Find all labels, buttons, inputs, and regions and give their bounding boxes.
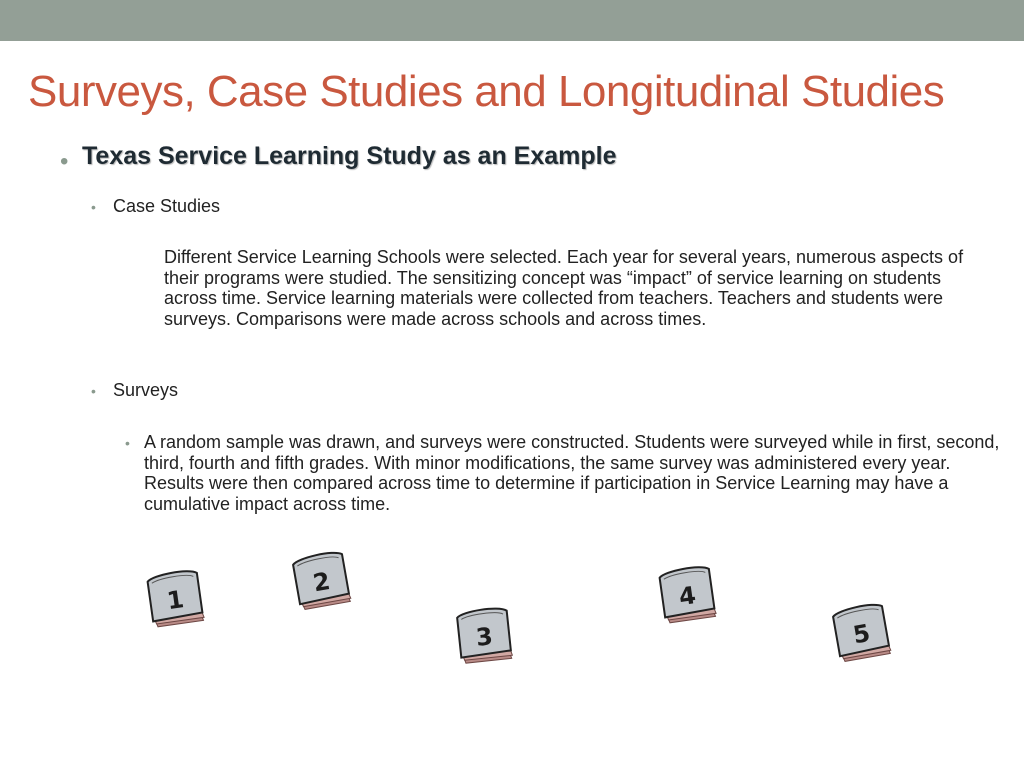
surveys-label: Surveys — [113, 380, 179, 400]
calendar-page-icon-2 — [292, 548, 352, 610]
case-studies-paragraph: Different Service Learning Schools were selected. Each year for several years, numerous aspects of their programs were studied. The sensitizing concept was “impact” of service learning on students across time. Service learning materials were collected from teachers. Teachers and students were surveys. Comparisons were made across schools and across times. — [164, 247, 964, 329]
calendar-number-3: 3 — [474, 622, 495, 652]
calendar-number-5: 5 — [850, 618, 873, 650]
calendar-number-2: 2 — [310, 566, 333, 598]
calendar-page-icon-3 — [455, 603, 515, 665]
calendar-page-icon-5 — [832, 600, 892, 662]
calendar-page-icon-1 — [146, 566, 206, 628]
top-decorative-band — [0, 0, 1024, 41]
bullet-dot: • — [125, 435, 130, 451]
bullet-dot: • — [91, 383, 96, 399]
case-studies-label: Case Studies — [113, 196, 221, 216]
bullet-dot: • — [91, 199, 96, 215]
bullet-dot: • — [60, 148, 69, 175]
calendar-number-1: 1 — [165, 585, 186, 616]
calendar-page-icon-4 — [658, 562, 718, 624]
slide-heading: Texas Service Learning Study as an Example — [82, 142, 617, 170]
calendar-number-4: 4 — [677, 581, 698, 612]
slide-title: Surveys, Case Studies and Longitudinal Studies — [28, 67, 945, 116]
surveys-paragraph: A random sample was drawn, and surveys were constructed. Students were surveyed while in first, second, third, fourth and fifth grades. With minor modifications, the same survey was administered every year. Results were then compared across time to determine if participation in Service Learning may have a cumulative impact across time. — [144, 432, 1000, 514]
